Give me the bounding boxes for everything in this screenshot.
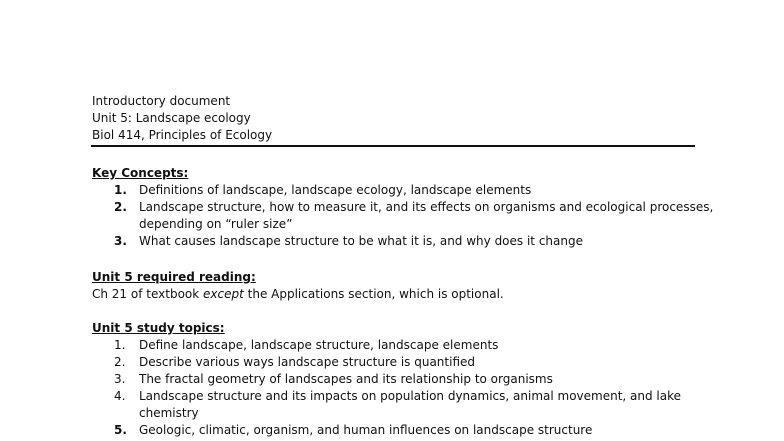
reading-text-start: Ch 21 of textbook — [92, 287, 204, 301]
header-divider — [91, 145, 695, 147]
header-unit: Unit 5: Landscape ecology — [92, 111, 251, 125]
list-number: 3. — [114, 372, 126, 386]
list-number: 5. — [114, 423, 127, 437]
list-item-text: Geologic, climatic, organism, and human influences on landscape structure — [139, 423, 593, 437]
study-topics-title: Unit 5 study topics: — [92, 321, 225, 335]
list-number: 2. — [114, 200, 127, 214]
list-item-text: Definitions of landscape, landscape ecology, landscape elements — [139, 183, 532, 197]
list-item-text: Describe various ways landscape structure is quantified — [139, 355, 476, 369]
reading-text-emphasis: except — [203, 287, 244, 301]
list-item-text: The fractal geometry of landscapes and its relationship to organisms — [139, 372, 553, 386]
list-number: 1. — [114, 183, 127, 197]
list-item — [92, 199, 714, 233]
list-item — [92, 422, 694, 439]
required-reading-text — [92, 286, 504, 303]
key-concepts-section — [92, 165, 714, 250]
list-number: 2. — [114, 355, 126, 369]
list-item-text: Landscape structure, how to measure it, and its effects on organisms and ecological processes, — [139, 200, 714, 214]
list-number: 1. — [114, 338, 126, 352]
reading-text-end: the Applications section, which is optional. — [243, 287, 504, 301]
study-topics-list — [92, 337, 694, 439]
list-item — [92, 388, 694, 422]
list-item — [92, 371, 694, 388]
header-doc-type: Introductory document — [92, 94, 231, 108]
list-number: 4. — [114, 389, 126, 403]
key-concepts-title: Key Concepts: — [92, 166, 189, 180]
key-concepts-list — [92, 182, 714, 250]
list-item — [92, 354, 694, 371]
header-course: Biol 414, Principles of Ecology — [92, 128, 273, 142]
list-item — [92, 337, 694, 354]
required-reading-title: Unit 5 required reading: — [92, 270, 256, 284]
list-item-text: Landscape structure and its impacts on population dynamics, animal movement, and lake — [139, 389, 682, 403]
study-topics-section — [92, 320, 694, 439]
list-number: 3. — [114, 234, 127, 248]
list-item — [92, 233, 694, 250]
list-item — [92, 182, 694, 199]
list-item-text-continued: chemistry — [139, 406, 199, 420]
list-item-text-continued: depending on “ruler size” — [139, 217, 293, 231]
required-reading-section — [92, 269, 504, 303]
list-item-text: Define landscape, landscape structure, landscape elements — [139, 338, 499, 352]
document-header — [92, 93, 272, 144]
list-item-text: What causes landscape structure to be what it is, and why does it change — [139, 234, 583, 248]
